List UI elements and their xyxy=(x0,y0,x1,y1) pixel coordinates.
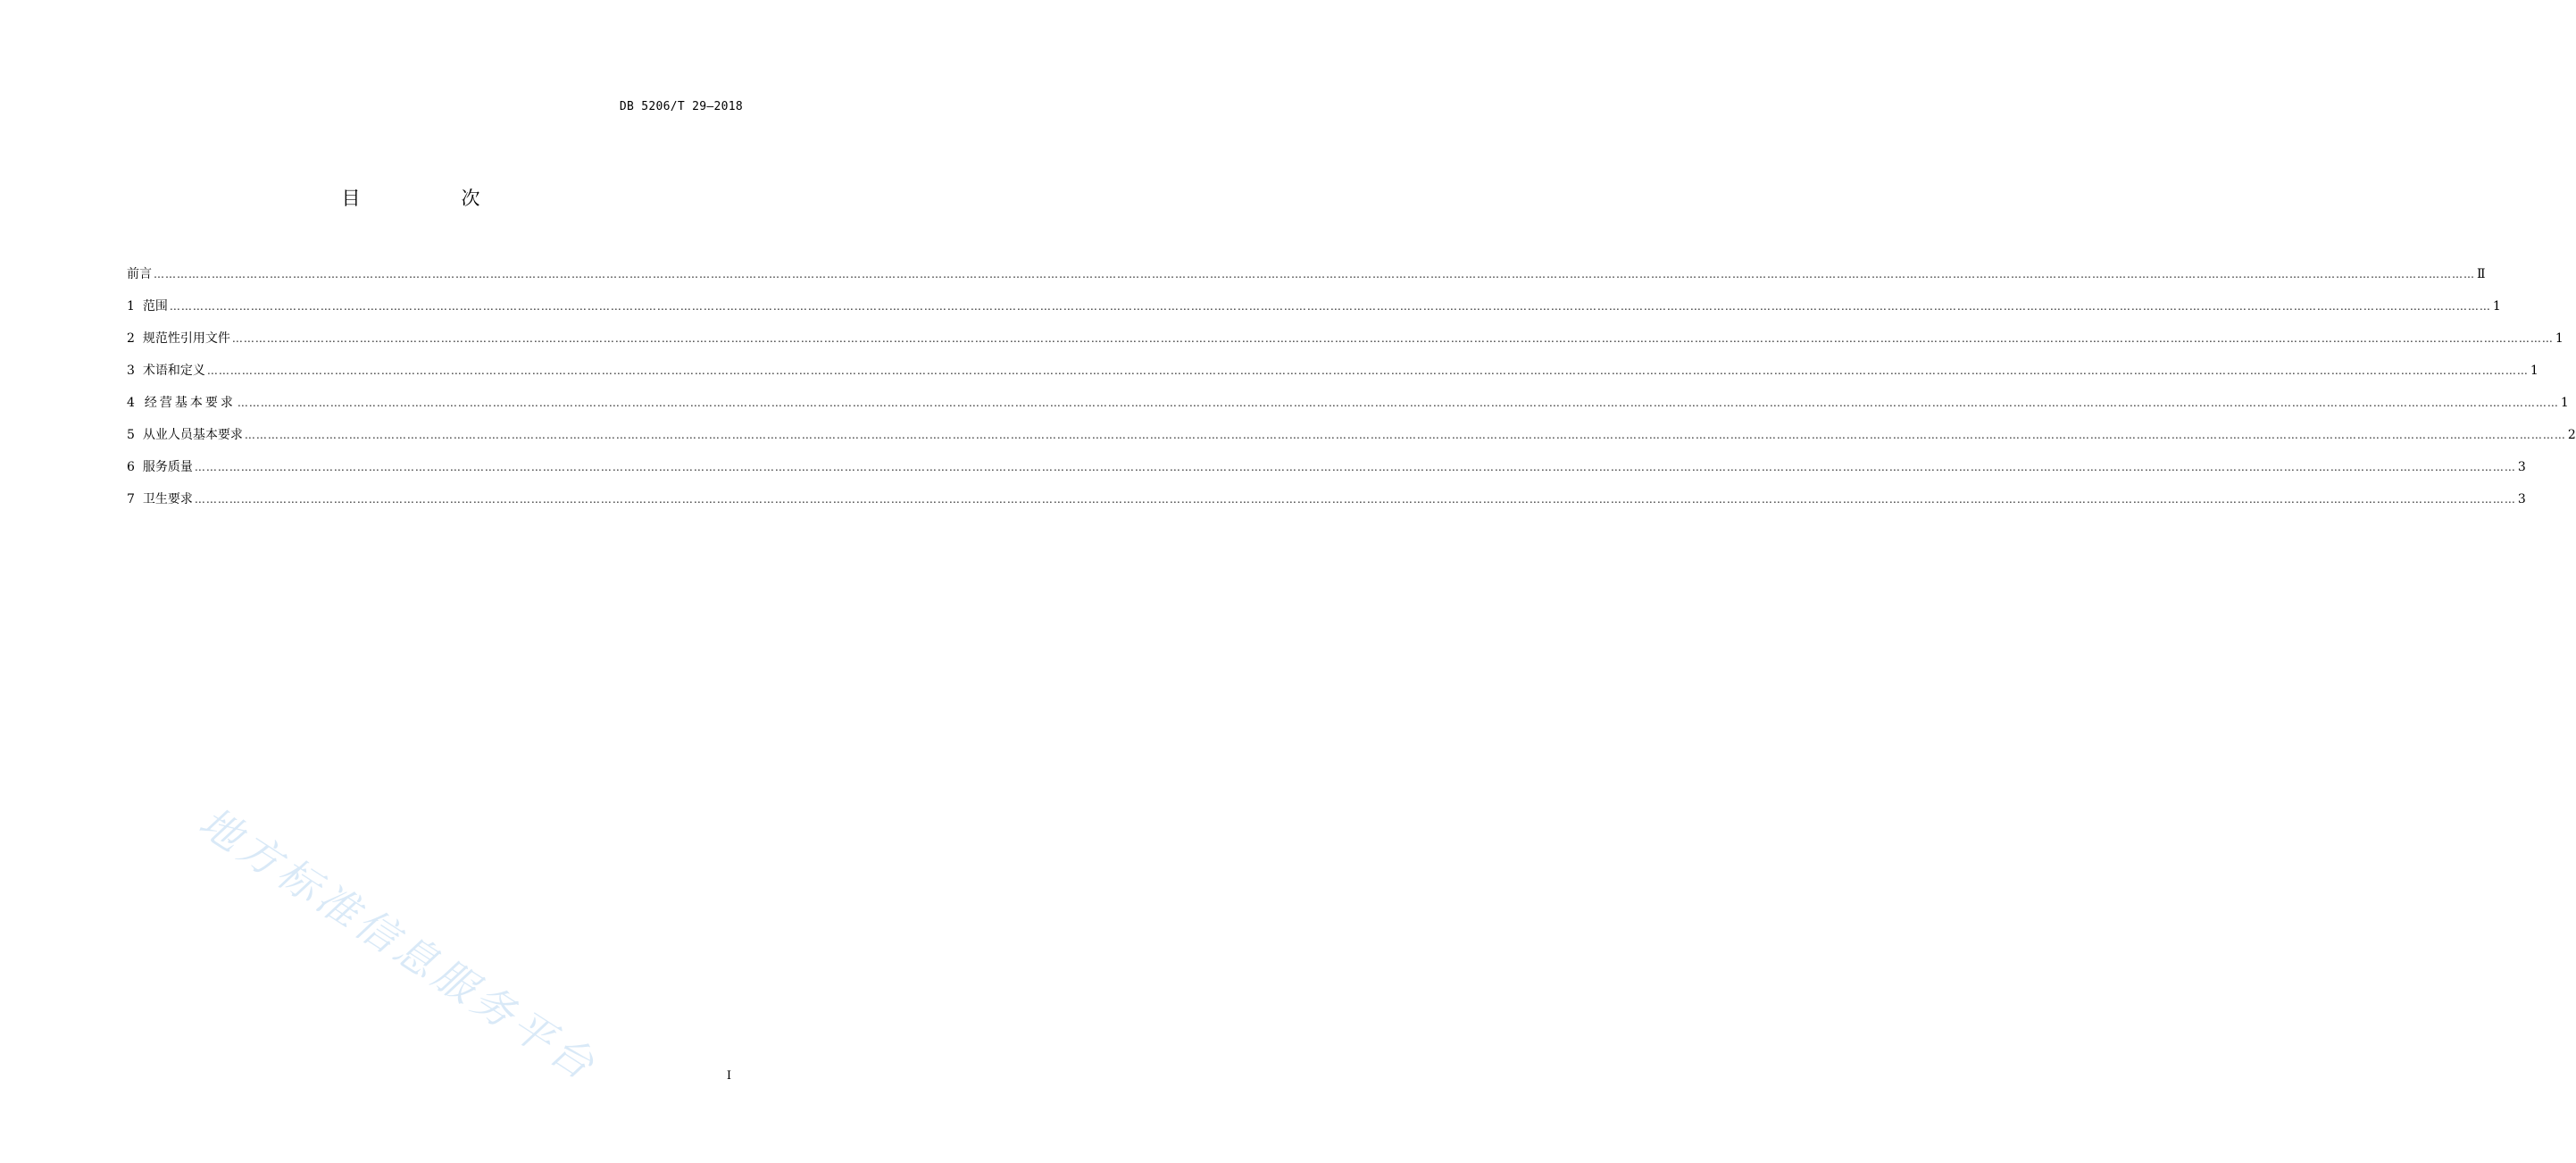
toc-entry-number: 1 xyxy=(127,299,135,314)
toc-entry-number: 4 xyxy=(127,396,135,410)
toc-leader-dots: …………………………………………………………………………………………………………………………………………………………………………………………………………………………………………………………………………………………………………………………………………………………………………………………………………………………………………………………………………………………………………………………………………………… xyxy=(169,300,2491,313)
toc-entry-page: 2 xyxy=(2567,428,2576,442)
toc-leader-dots: …………………………………………………………………………………………………………………………………………………………………………………………………………………………………………………………………………………………………………………………………………………………………………………………………………………………………………………………………………………………………………………………………………………… xyxy=(237,397,2559,409)
toc-leader-dots: …………………………………………………………………………………………………………………………………………………………………………………………………………………………………………………………………………………………………………………………………………………………………………………………………………………………………………………………………………………………………………………………………………………… xyxy=(194,461,2516,473)
toc-entry-staff-requirements[interactable] xyxy=(127,425,2576,457)
toc-leader-dots: …………………………………………………………………………………………………………………………………………………………………………………………………………………………………………………………………………………………………………………………………………………………………………………………………………………………………………………………………………………………………………………………………………………… xyxy=(206,364,2529,377)
toc-list xyxy=(127,264,2576,522)
toc-entry-scope[interactable] xyxy=(127,297,2501,329)
toc-leader-dots: …………………………………………………………………………………………………………………………………………………………………………………………………………………………………………………………………………………………………………………………………………………………………………………………………………………………………………………………………………………………………………………………………………………… xyxy=(154,268,2475,280)
toc-entry-label: 从业人员基本要求 xyxy=(142,428,243,442)
toc-entry-label: 卫生要求 xyxy=(142,492,193,506)
watermark-text: 地方标准信息服务平台 xyxy=(190,797,607,1092)
toc-entry-page: 1 xyxy=(2492,299,2501,314)
toc-entry-label: 规范性引用文件 xyxy=(142,331,230,346)
toc-title: 目 次 xyxy=(341,188,521,209)
toc-entry-terms-definitions[interactable] xyxy=(127,361,2538,393)
toc-entry-number: 5 xyxy=(127,428,135,442)
toc-entry-number: 3 xyxy=(127,364,135,378)
toc-entry-label: 前言 xyxy=(127,267,152,281)
toc-entry-label: 服务质量 xyxy=(142,460,193,474)
toc-entry-label: 范围 xyxy=(142,299,168,314)
toc-entry-page: 1 xyxy=(2560,396,2569,410)
toc-entry-label: 术语和定义 xyxy=(142,364,205,378)
toc-entry-page: 3 xyxy=(2517,460,2526,474)
toc-entry-foreword[interactable] xyxy=(127,264,2486,297)
toc-entry-label: 经营基本要求 xyxy=(144,396,236,410)
toc-entry-hygiene-requirements[interactable] xyxy=(127,489,2526,522)
toc-leader-dots: …………………………………………………………………………………………………………………………………………………………………………………………………………………………………………………………………………………………………………………………………………………………………………………………………………………………………………………………………………………………………………………………………………………… xyxy=(231,332,2554,345)
toc-leader-dots: …………………………………………………………………………………………………………………………………………………………………………………………………………………………………………………………………………………………………………………………………………………………………………………………………………………………………………………………………………………………………………………………………………………… xyxy=(194,493,2516,506)
toc-entry-number: 6 xyxy=(127,460,135,474)
toc-leader-dots: …………………………………………………………………………………………………………………………………………………………………………………………………………………………………………………………………………………………………………………………………………………………………………………………………………………………………………………………………………………………………………………………………………………… xyxy=(244,429,2566,441)
toc-entry-business-requirements[interactable] xyxy=(127,393,2569,425)
toc-entry-page: 1 xyxy=(2555,331,2563,346)
toc-entry-number: 7 xyxy=(127,492,135,506)
document-code: DB 5206/T 29—2018 xyxy=(619,100,743,113)
toc-entry-number: 2 xyxy=(127,331,135,346)
toc-entry-normative-references[interactable] xyxy=(127,329,2563,361)
toc-entry-page: Ⅱ xyxy=(2477,267,2486,281)
toc-entry-page: 1 xyxy=(2530,364,2538,378)
toc-entry-service-quality[interactable] xyxy=(127,457,2526,489)
page-number: I xyxy=(726,1069,731,1083)
toc-entry-page: 3 xyxy=(2517,492,2526,506)
